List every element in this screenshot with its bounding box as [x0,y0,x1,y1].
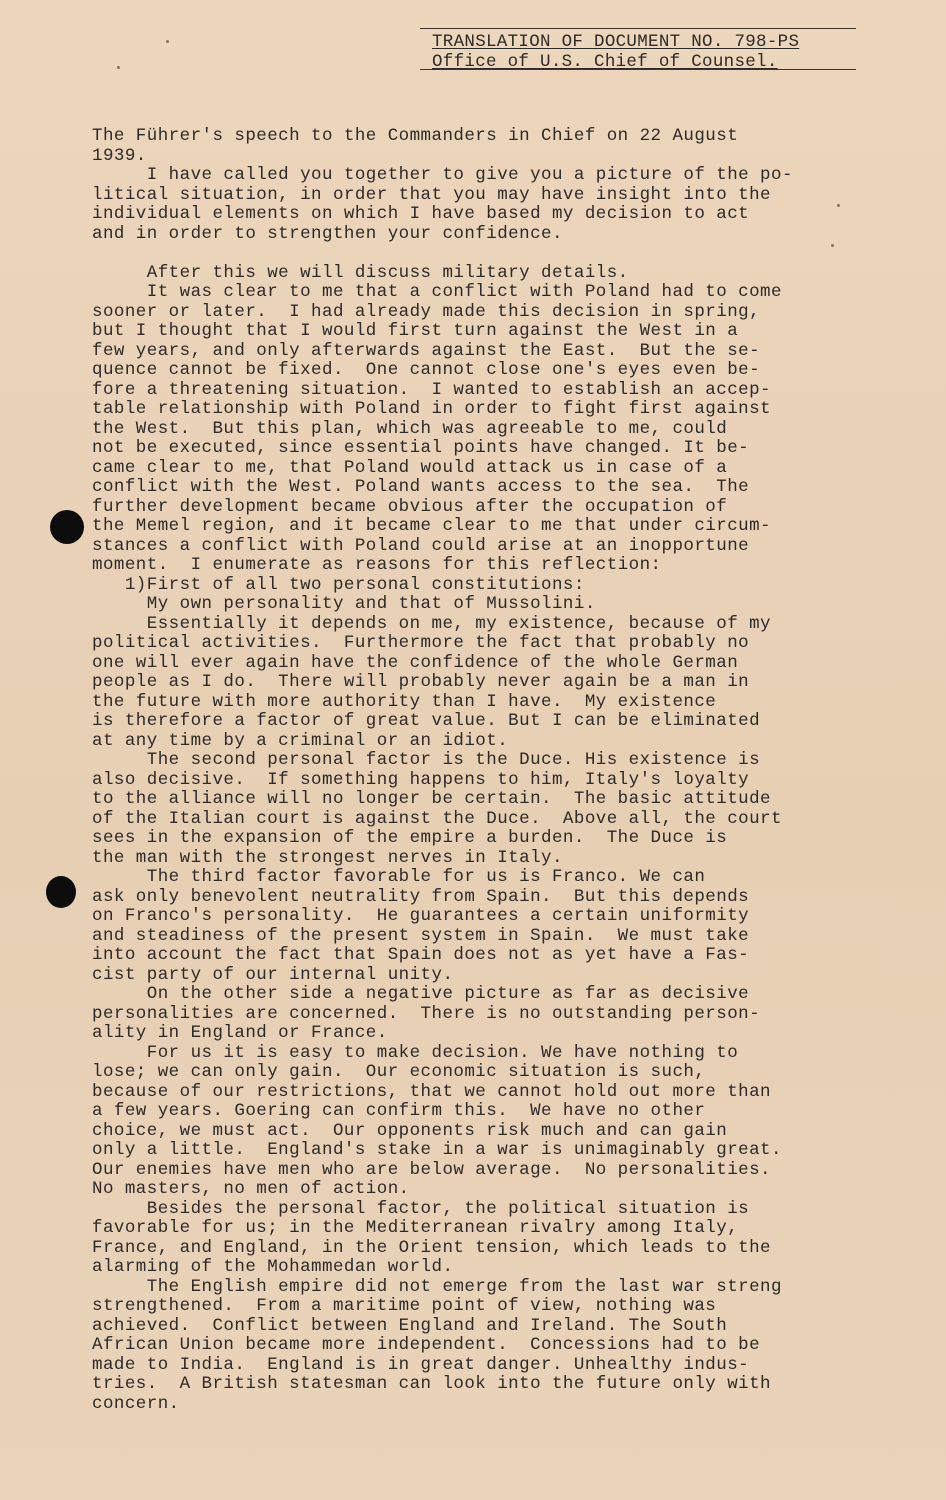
text-line: strengthened. From a maritime point of view, nothing was [92,1296,717,1316]
text-line: favorable for us; in the Mediterranean rivalry among Italy, [92,1218,739,1238]
text-line: the Memel region, and it became clear to me that under circum- [92,516,772,536]
document-body [92,127,852,1414]
text-line: France, and England, in the Orient tension, which leads to the [92,1237,772,1258]
text-line: choice, we must act. Our opponents risk much and can gain [92,1120,728,1141]
text-line: African Union became more independent. Concessions had to be [92,1335,761,1355]
text-line: a few years. Goering can confirm this. We have no other [92,1101,706,1121]
text-line: few years, and only afterwards against the East. But the se- [92,340,761,361]
text-line: also decisive. If something happens to him, Italy's loyalty [92,769,750,790]
paper-speck [117,66,120,69]
header-rule [420,69,856,70]
text-line: Essentially it depends on me, my existence, because of my [92,613,772,634]
text-line: fore a threatening situation. I wanted to establish an accep- [92,379,772,400]
text-line: the man with the strongest nerves in Italy. [92,847,563,868]
text-line: because of our restrictions, that we cannot hold out more than [92,1081,772,1102]
text-line: ask only benevolent neutrality from Spain. But this depends [92,886,750,907]
text-line: The English empire did not emerge from the last war streng [92,1276,782,1297]
text-line: of the Italian court is against the Duce. Above all, the court [92,808,782,829]
punch-hole-upper [50,510,84,544]
text-line: further development became obvious after the occupation of [92,496,728,517]
text-line: The second personal factor is the Duce. His existence is [92,750,761,770]
text-line: at any time by a criminal or an idiot. [92,730,509,751]
text-line: lose; we can only gain. Our economic situation is such, [92,1062,706,1082]
text-line: achieved. Conflict between England and Ireland. The South [92,1315,728,1336]
office-name: Office of U.S. Chief of Counsel. [432,52,778,72]
text-line: sooner or later. I had already made this decision in spring, [92,301,761,322]
text-line: On the other side a negative picture as far as decisive [92,984,750,1004]
text-line: and steadiness of the present system in Spain. We must take [92,925,750,946]
text-line: people as I do. There will probably never again be a man in [92,672,750,692]
punch-hole-lower [46,876,76,908]
text-line: concern. [92,1393,180,1414]
paper-speck [166,40,169,43]
text-line: came clear to me, that Poland would attack us in case of a [92,457,728,478]
text-line: the future with more authority than I have. My existence [92,691,717,712]
text-line: to the alliance will no longer be certain. The basic attitude [92,789,772,809]
text-line: It was clear to me that a conflict with Poland had to come [92,282,782,302]
text-line: The Führer's speech to the Commanders in Chief on 22 August [92,126,739,146]
document-header [420,28,856,72]
text-line: only a little. England's stake in a war is unimaginably great. [92,1140,782,1160]
text-line: quence cannot be fixed. One cannot close one's eyes even be- [92,360,761,380]
text-line: cist party of our internal unity. [92,964,454,985]
text-line: the West. But this plan, which was agreeable to me, could [92,418,728,439]
text-line: Besides the personal factor, the political situation is [92,1198,750,1219]
text-line: Our enemies have men who are below average. No personalities. [92,1159,772,1180]
text-line: on Franco's personality. He guarantees a certain uniformity [92,906,750,926]
text-line: litical situation, in order that you may have insight into the [92,184,772,205]
text-line: 1939. [92,145,147,166]
text-line: personalities are concerned. There is no outstanding person- [92,1003,761,1024]
text-line: My own personality and that of Mussolini. [92,594,596,614]
text-line: sees in the expansion of the empire a burden. The Duce is [92,828,728,848]
text-line: table relationship with Poland in order to fight first against [92,399,772,419]
text-line: individual elements on which I have based my decision to act [92,204,750,224]
text-line: made to India. England is in great danger. Unhealthy indus- [92,1354,750,1375]
text-line: For us it is easy to make decision. We have nothing to [92,1042,739,1063]
text-line: alarming of the Mohammedan world. [92,1257,454,1277]
text-line: No masters, no men of action. [92,1179,410,1199]
text-line: political activities. Furthermore the fact that probably no [92,633,750,653]
document-number: TRANSLATION OF DOCUMENT NO. 798-PS [432,32,800,52]
text-line: The third factor favorable for us is Franco. We can [92,867,706,887]
text-line: conflict with the West. Poland wants access to the sea. The [92,477,750,497]
text-line: ality in England or France. [92,1023,388,1043]
text-line: not be executed, since essential points have changed. It be- [92,438,750,458]
blank-line [92,244,852,264]
text-line: 1)First of all two personal constitutions: [92,574,585,595]
text-line: tries. A British statesman can look into the future only with [92,1374,772,1394]
text-line: but I thought that I would first turn against the West in a [92,321,739,341]
text-line: After this we will discuss military details. [92,262,629,283]
text-line: and in order to strengthen your confidence. [92,223,563,244]
paper-speck [831,244,834,247]
text-line: stances a conflict with Poland could arise at an inopportune [92,535,750,556]
text-line: into account the fact that Spain does not as yet have a Fas- [92,945,750,965]
text-line: moment. I enumerate as reasons for this reflection: [92,555,662,575]
text-line: is therefore a factor of great value. But I can be eliminated [92,711,761,731]
paper-speck [837,204,840,207]
text-line: one will ever again have the confidence of the whole German [92,652,739,673]
text-line: I have called you together to give you a picture of the po- [92,165,793,185]
